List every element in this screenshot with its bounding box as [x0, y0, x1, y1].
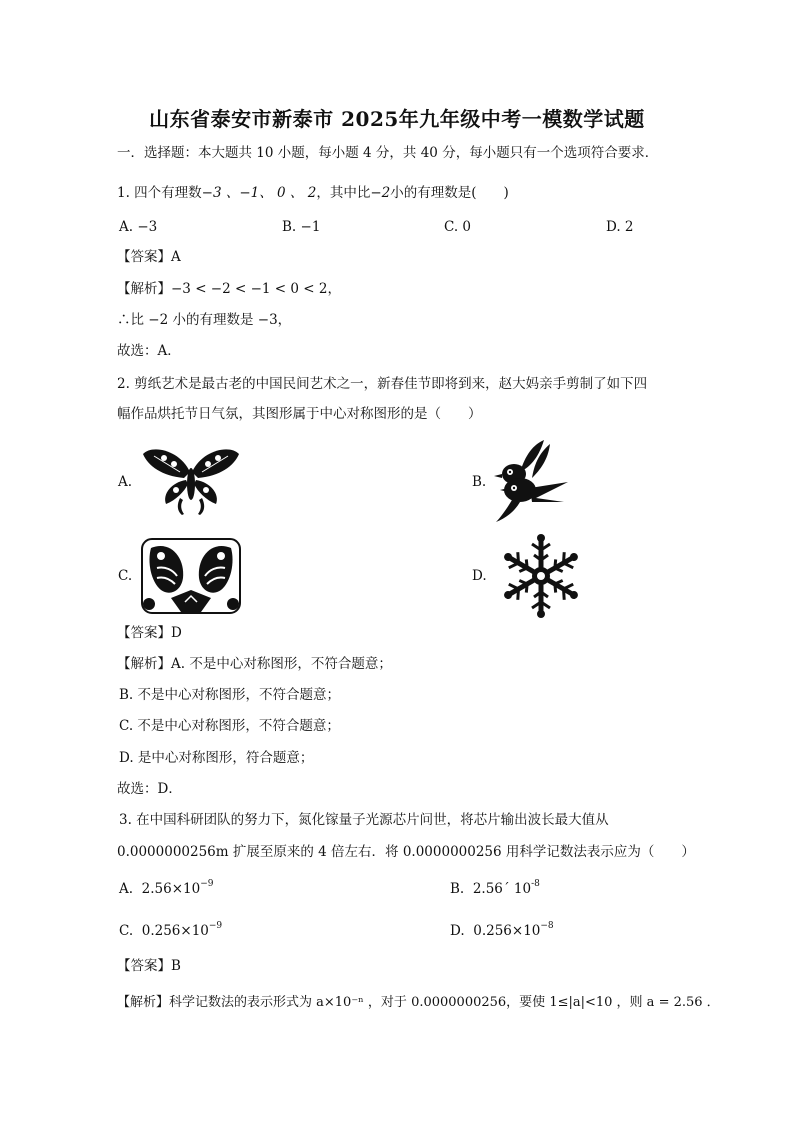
q2-analysis-2: B. 不是中心对称图形，不符合题意； [119, 687, 341, 703]
q1-option-d: D. 2 [606, 219, 634, 235]
q2-analysis-3: C. 不是中心对称图形，不符合题意； [119, 718, 340, 734]
swallow-papercut-image [490, 438, 570, 524]
q3-stem-1: 3. 在中国科研团队的努力下，氮化镓量子光源芯片问世，将芯片输出波长最大值从 [119, 812, 609, 828]
q2-analysis-5: 故选：D． [117, 781, 182, 797]
q3-analysis: 【解析】科学记数法的表示形式为 a×10⁻ⁿ ，对于 0.0000000256，要使 1≤|a|<10 ，则 a = 2.56 ． [117, 995, 720, 1010]
q3-option-a [119, 880, 213, 900]
q2-label-c: C. [118, 568, 133, 584]
q3-b-base: 2.56´ 10 [472, 881, 532, 897]
q2-label-d: D. [472, 568, 487, 584]
q3-a-base: 2.56×10 [141, 881, 201, 897]
q1-stem-a: 1. 四个有理数 [117, 185, 202, 201]
question-1-stem [117, 184, 509, 202]
q2-analysis-4: D. 是中心对称图形，符合题意； [119, 750, 314, 766]
q3-b-label: B. [450, 881, 465, 897]
q1-option-c: C. 0 [444, 219, 472, 235]
fish-papercut-image [141, 538, 241, 614]
q1-option-b: B. −1 [282, 219, 321, 235]
q1-analysis-3: 故选：A． [117, 343, 181, 359]
q3-a-label: A. [119, 881, 134, 897]
q2-stem-2: 幅作品烘托节日气氛，其图形属于中心对称图形的是（ ） [117, 406, 482, 422]
butterfly-papercut-image [140, 442, 242, 516]
q3-c-exp: −9 [208, 921, 223, 931]
q1-stem-b: ，其中比 [316, 185, 371, 201]
q2-answer: 【答案】D [117, 625, 182, 641]
q3-b-exp: -8 [531, 879, 540, 889]
q3-answer: 【答案】B [117, 958, 181, 974]
q1-answer: 【答案】A [117, 249, 181, 265]
q3-option-d [450, 922, 554, 942]
page-title: 山东省泰安市新泰市 2025年九年级中考一模数学试题 [149, 107, 645, 131]
q3-d-label: D. [450, 923, 465, 939]
q1-stem-c: 小的有理数是( ) [390, 185, 509, 201]
q3-stem-2: 0.0000000256m 扩展至原来的 4 倍左右．将 0.0000000256 用科学记数法表示应为（ ） [117, 844, 695, 860]
q2-stem-1: 2. 剪纸艺术是最古老的中国民间艺术之一，新春佳节即将到来，赵大妈亲手剪制了如下四 [117, 376, 648, 392]
q1-numbers: −3 、−1、 0 、 2 [201, 185, 317, 201]
q1-neg2: −2 [370, 185, 391, 201]
q2-analysis-1: 【解析】A. 不是中心对称图形，不符合题意； [117, 656, 392, 672]
q2-label-b: B. [472, 474, 487, 490]
q1-option-a: A. −3 [119, 219, 158, 235]
q3-c-label: C. [119, 923, 134, 939]
q3-d-exp: −8 [540, 921, 554, 931]
q3-c-base: 0.256×10 [141, 923, 209, 939]
q3-option-b [450, 880, 540, 900]
q1-analysis-2: ∴比 −2 小的有理数是 −3， [117, 312, 292, 328]
q3-d-base: 0.256×10 [473, 923, 541, 939]
section-heading: 一．选择题：本大题共 10 小题，每小题 4 分，共 40 分，每小题只有一个选项符合要求． [117, 145, 659, 161]
q3-a-exp: −9 [200, 879, 214, 889]
snowflake-papercut-image [494, 533, 588, 619]
q1-analysis-1: 【解析】−3 < −2 < −1 < 0 < 2， [117, 281, 341, 297]
q2-label-a: A. [118, 474, 133, 490]
q3-option-c [119, 922, 222, 942]
